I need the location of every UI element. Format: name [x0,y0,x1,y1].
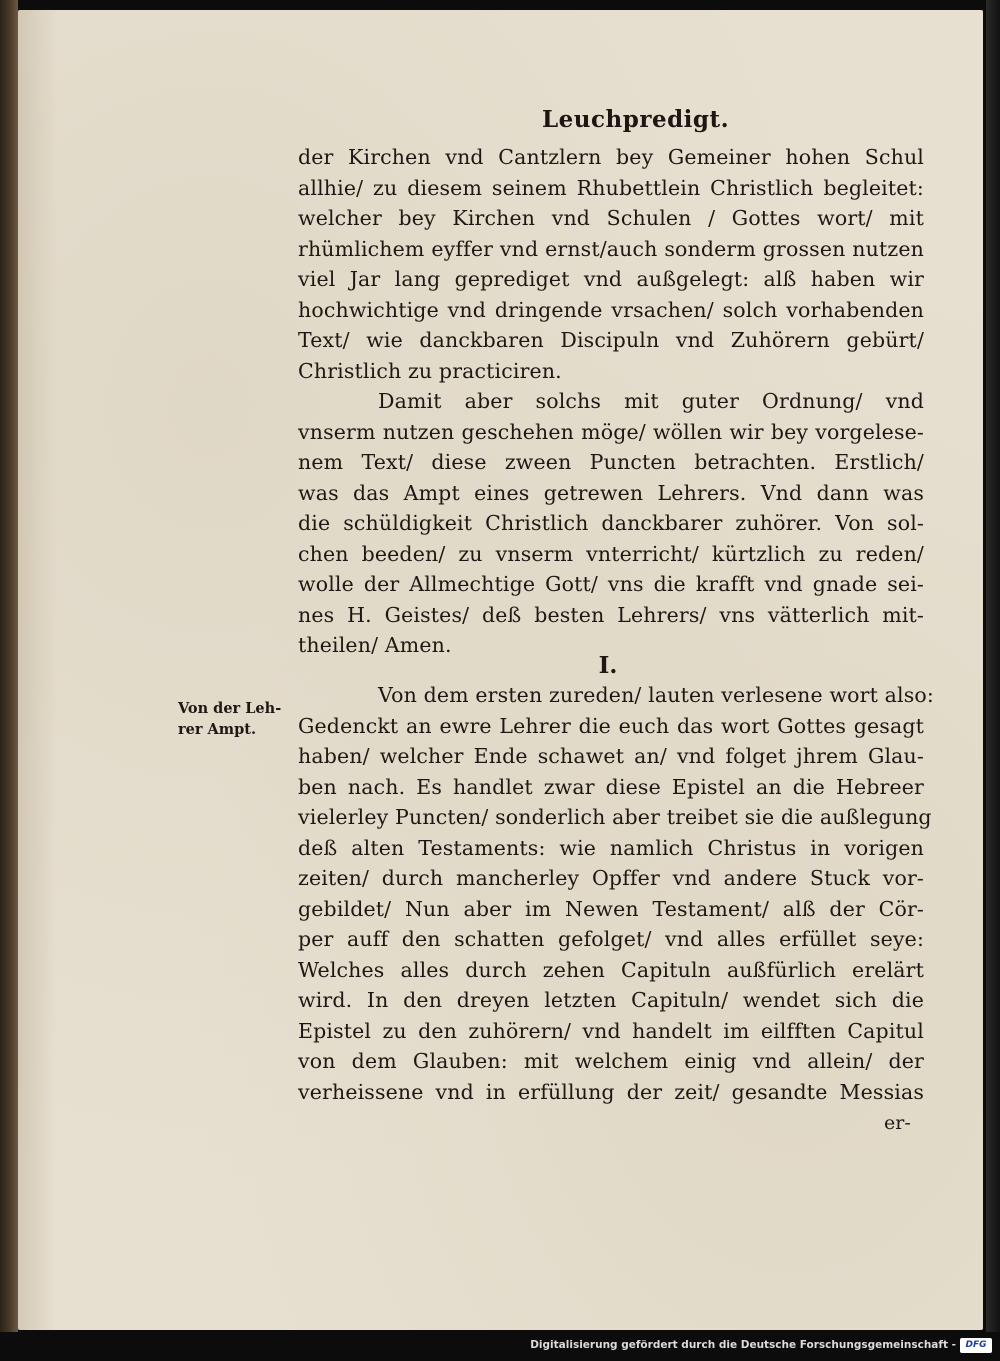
footer-bar [0,1332,1000,1361]
text-line: Christlich zu practiciren. [298,358,562,383]
text-line: verheissene vnd in erfüllung der zeit/ gesandte Messias [298,1079,924,1104]
text-line: ben nach. Es handlet zwar diese Epistel an die Hebreer [298,774,924,799]
text-line: vielerley Puncten/ sonderlich aber treibet sie die außlegung [298,805,932,829]
section-numeral: I. [598,652,618,679]
running-head: Leuchpredigt. [542,106,730,133]
text-line: der Kirchen vnd Cantzlern bey Gemeiner hohen Schul [298,145,924,169]
text-line: nes H. Geistes/ deß besten Lehrers/ vns vätterlich mit- [298,602,924,627]
text-line: theilen/ Amen. [298,633,452,657]
text-line: chen beeden/ zu vnserm vnterricht/ kürtzlich zu reden/ [298,541,924,566]
footer-credit: Digitalisierung gefördert durch die Deutsche Forschungsgemeinschaft - [530,1339,956,1351]
text-line: viel Jar lang geprediget vnd außgelegt: alß haben wir [298,267,924,291]
text-line: die schüldigkeit Christlich danckbarer zuhörer. Von sol- [298,511,924,535]
section-text-block [298,680,934,1107]
dfg-logo: DFG [960,1338,992,1353]
page-edge [986,0,1000,1332]
marginal-note-line: Von der Leh- [178,700,282,717]
text-line: Text/ wie danckbaren Discipuln vnd Zuhörern gebürt/ [298,328,924,352]
text-line: hochwichtige vnd dringende vrsachen/ solch vorhabenden [298,297,924,322]
text-line: rhümlichem eyffer vnd ernst/auch sonderm grossen nutzen [298,236,924,261]
text-line: Welches alles durch zehen Capituln außfürlich erelärt [298,957,924,982]
paragraph [298,386,924,661]
text-line: was das Ampt eines getrewen Lehrers. Vnd dann was [298,480,924,505]
text-line: deß alten Testaments: wie namlich Christus in vorigen [298,835,924,860]
text-line: wird. In den dreyen letzten Capituln/ wendet sich die [298,988,924,1012]
catchword: er- [884,1112,911,1134]
text-line: Von dem ersten zureden/ lauten verlesene wort also: [378,683,934,707]
text-line: Damit aber solchs mit guter Ordnung/ vnd [378,389,924,413]
marginal-note-line: rer Ampt. [178,721,257,738]
marginal-note [178,698,298,740]
text-line: Epistel zu den zuhörern/ vnd handelt im eilfften Capitul [298,1018,924,1043]
text-line: von dem Glauben: mit welchem einig vnd allein/ der [298,1049,924,1073]
text-line: vnserm nutzen geschehen möge/ wöllen wir bey vorgelese- [298,419,924,444]
text-line: haben/ welcher Ende schawet an/ vnd folget jhrem Glau- [298,744,924,768]
book-spine-edge [0,0,18,1332]
text-line: nem Text/ diese zween Puncten betrachten. Erstlich/ [298,450,924,474]
text-line: welcher bey Kirchen vnd Schulen / Gottes wort/ mit [298,206,924,230]
text-line: gebildet/ Nun aber im Newen Testament/ alß der Cör- [298,896,924,921]
text-line: zeiten/ durch mancherley Opffer vnd andere Stuck vor- [298,866,924,890]
text-line: wolle der Allmechtige Gott/ vns die krafft vnd gnade sei- [298,572,924,596]
text-line: Gedenckt an ewre Lehrer die euch das wort Gottes gesagt [298,713,924,738]
main-text-block [298,142,924,661]
text-line: per auff den schatten gefolget/ vnd alles erfüllet seye: [298,927,924,951]
text-line: allhie/ zu diesem seinem Rhubettlein Christlich begleitet: [298,175,924,200]
